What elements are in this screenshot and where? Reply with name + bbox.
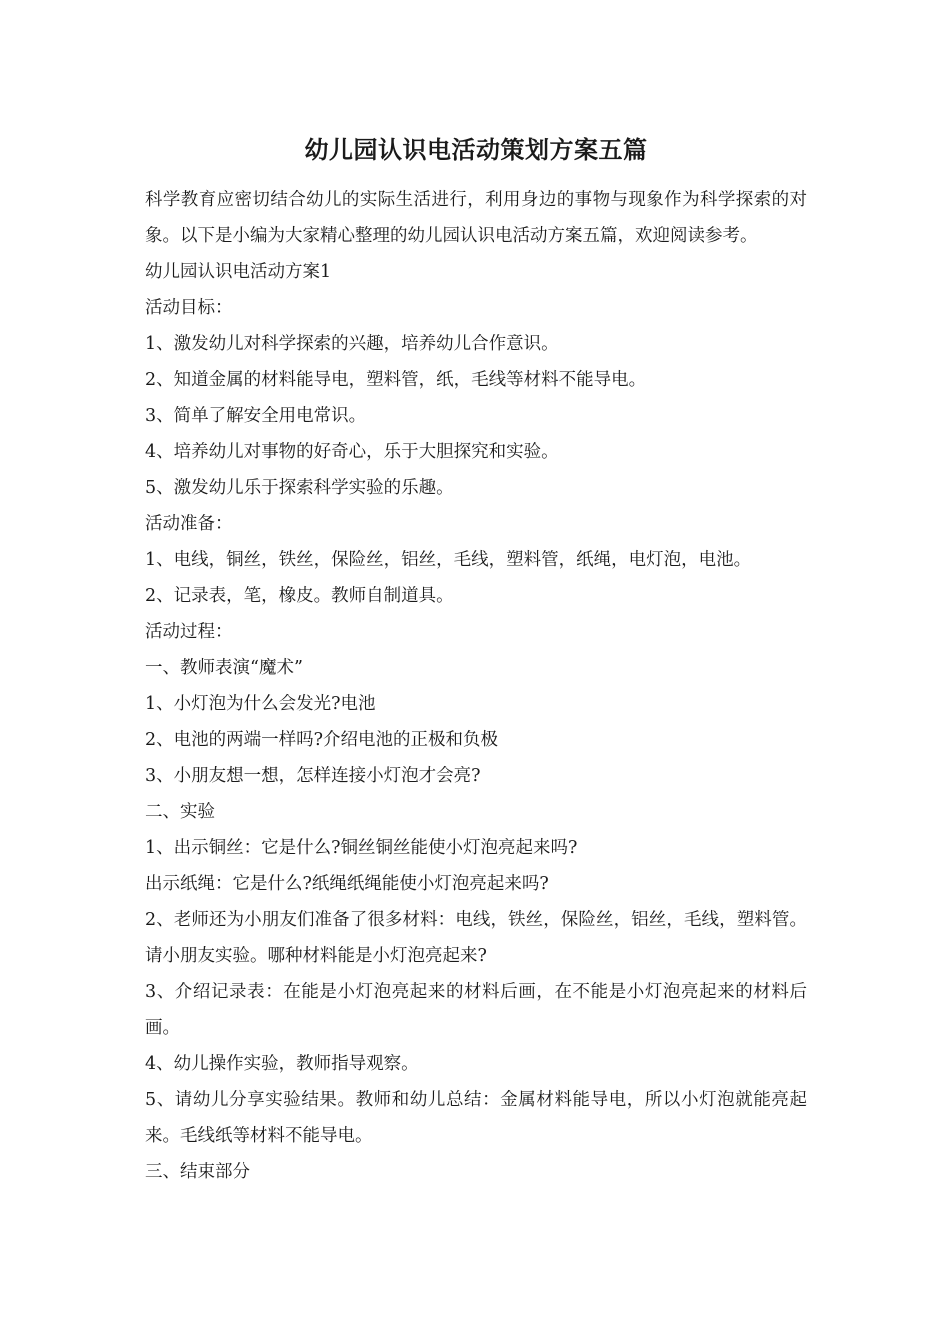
list-item: 3、简单了解安全用电常识。 [145, 406, 367, 426]
list-item: 1、出示铜丝：它是什么?铜丝铜丝能使小灯泡亮起来吗? [145, 838, 578, 858]
list-item: 4、培养幼儿对事物的好奇心，乐于大胆探究和实验。 [145, 442, 559, 462]
list-item: 3、介绍记录表：在能是小灯泡亮起来的材料后画，在不能是小灯泡亮起来的材料后画。 [145, 982, 807, 1038]
list-item: 出示纸绳：它是什么?纸绳纸绳能使小灯泡亮起来吗? [145, 874, 549, 894]
document-body [145, 182, 807, 1190]
list-item: 2、老师还为小朋友们准备了很多材料：电线，铁丝，保险丝，铝丝，毛线，塑料管。请小朋友实验。哪种材料能是小灯泡亮起来? [145, 910, 807, 966]
subsection-heading: 活动目标： [145, 298, 233, 318]
subsection-heading: 活动过程： [145, 622, 233, 642]
list-item: 2、知道金属的材料能导电，塑料管，纸，毛线等材料不能导电。 [145, 370, 647, 390]
step-heading: 一、教师表演“魔术” [145, 658, 303, 678]
list-item: 2、电池的两端一样吗?介绍电池的正极和负极 [145, 730, 499, 750]
document-page [145, 128, 807, 1190]
intro-paragraph: 科学教育应密切结合幼儿的实际生活进行，利用身边的事物与现象作为科学探索的对象。以下是小编为大家精心整理的幼儿园认识电活动方案五篇，欢迎阅读参考。 [145, 190, 807, 246]
step-heading: 三、结束部分 [145, 1162, 250, 1182]
list-item: 3、小朋友想一想，怎样连接小灯泡才会亮? [145, 766, 481, 786]
document-title: 幼儿园认识电活动策划方案五篇 [304, 135, 648, 164]
list-item: 1、小灯泡为什么会发光?电池 [145, 694, 376, 714]
list-item: 1、激发幼儿对科学探索的兴趣，培养幼儿合作意识。 [145, 334, 559, 354]
list-item: 4、幼儿操作实验，教师指导观察。 [145, 1054, 419, 1074]
list-item: 5、激发幼儿乐于探索科学实验的乐趣。 [145, 478, 454, 498]
list-item: 1、电线，铜丝，铁丝，保险丝，铝丝，毛线，塑料管，纸绳，电灯泡，电池。 [145, 550, 752, 570]
list-item: 5、请幼儿分享实验结果。教师和幼儿总结：金属材料能导电，所以小灯泡就能亮起来。毛线纸等材料不能导电。 [145, 1090, 807, 1146]
subsection-heading: 活动准备： [145, 514, 233, 534]
list-item: 2、记录表，笔，橡皮。教师自制道具。 [145, 586, 454, 606]
section-heading: 幼儿园认识电活动方案1 [145, 262, 332, 282]
step-heading: 二、实验 [145, 802, 215, 822]
